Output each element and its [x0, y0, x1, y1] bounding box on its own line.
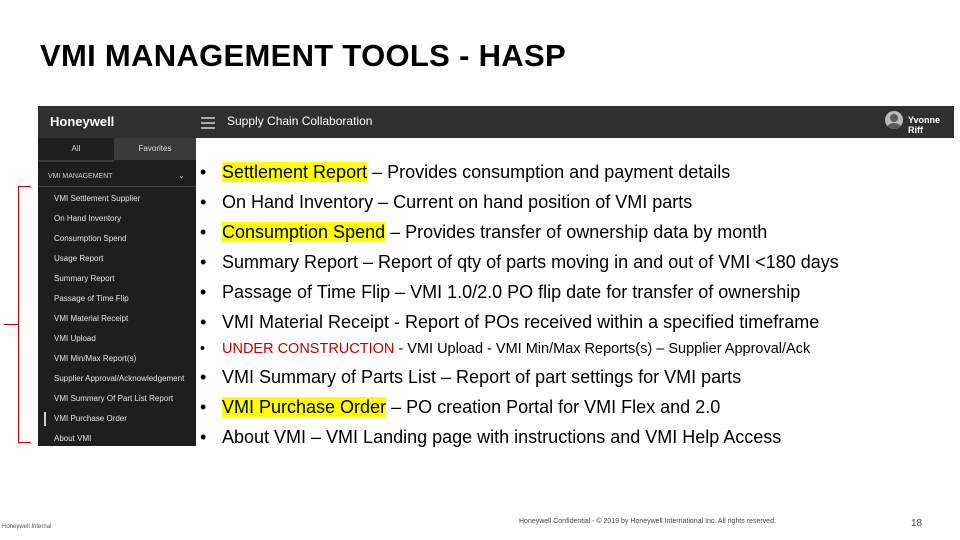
active-item-indicator: [44, 412, 46, 426]
app-title: Supply Chain Collaboration: [227, 114, 373, 128]
sidebar-item-usage-report[interactable]: Usage Report: [54, 254, 104, 263]
tab-all[interactable]: All: [38, 138, 114, 162]
sidebar: [38, 138, 196, 446]
bullet-item: • Settlement Report – Provides consumption and payment details: [200, 162, 731, 182]
sidebar-item-summary-report[interactable]: Summary Report: [54, 274, 115, 283]
bullet-item: • VMI Material Receipt - Report of POs received within a specified timeframe: [200, 312, 820, 332]
user-name[interactable]: Yvonne Riff: [908, 115, 941, 135]
footer-copyright: Honeywell Confidential - © 2019 by Honeywell International Inc. All rights reserved.: [519, 518, 776, 525]
sidebar-item-vmi-min-max-reports[interactable]: VMI Min/Max Report(s): [54, 354, 137, 363]
sidebar-item-vmi-purchase-order[interactable]: VMI Purchase Order: [54, 414, 127, 423]
sidebar-item-vmi-summary-part-list[interactable]: VMI Summary Of Part List Report: [54, 394, 174, 403]
bullet-item: • On Hand Inventory – Current on hand position of VMI parts: [200, 192, 693, 212]
sidebar-item-supplier-approval[interactable]: Supplier Approval/Acknowledgement: [54, 374, 185, 383]
sidebar-item-vmi-material-receipt[interactable]: VMI Material Receipt: [54, 314, 129, 323]
page-number: 18: [911, 518, 923, 529]
bullet-item: • VMI Summary of Parts List – Report of part settings for VMI parts: [200, 367, 742, 387]
footer-classification: Honeywell Internal: [2, 524, 52, 530]
bullet-item: • VMI Purchase Order – PO creation Portal for VMI Flex and 2.0: [200, 397, 721, 417]
app-header: [38, 106, 954, 138]
red-bracket: [18, 186, 31, 443]
sidebar-item-vmi-upload[interactable]: VMI Upload: [54, 334, 96, 343]
bullet-item: • Summary Report – Report of qty of parts moving in and out of VMI <180 days: [200, 252, 839, 272]
sidebar-item-about-vmi[interactable]: About VMI: [54, 434, 92, 443]
bullet-item: • UNDER CONSTRUCTION - VMI Upload - VMI Min/Max Reports(s) – Supplier Approval/Ack: [200, 341, 811, 357]
honeywell-logo[interactable]: Honeywell: [50, 114, 115, 129]
sidebar-item-passage-of-time-flip[interactable]: Passage of Time Flip: [54, 294, 129, 303]
sidebar-item-on-hand-inventory[interactable]: On Hand Inventory: [54, 214, 122, 223]
bullet-item: • About VMI – VMI Landing page with instructions and VMI Help Access: [200, 427, 782, 447]
chevron-down-icon: ⌄: [178, 171, 185, 180]
user-avatar-icon[interactable]: [885, 111, 903, 129]
red-bracket-tick: [4, 324, 18, 325]
slide-title: VMI MANAGEMENT TOOLS - HASP: [40, 38, 566, 73]
menu-icon[interactable]: [201, 114, 215, 130]
tab-favorites[interactable]: Favorites: [114, 138, 196, 160]
bullet-item: • Passage of Time Flip – VMI 1.0/2.0 PO flip date for transfer of ownership: [200, 282, 801, 302]
bullet-item: • Consumption Spend – Provides transfer of ownership data by month: [200, 222, 768, 242]
sidebar-item-vmi-settlement-supplier[interactable]: VMI Settlement Supplier: [54, 194, 141, 203]
sidebar-section-vmi-management[interactable]: [38, 168, 196, 187]
sidebar-section-label: VMI MANAGEMENT: [48, 173, 113, 180]
sidebar-tabs: [38, 138, 196, 160]
sidebar-item-consumption-spend[interactable]: Consumption Spend: [54, 234, 127, 243]
